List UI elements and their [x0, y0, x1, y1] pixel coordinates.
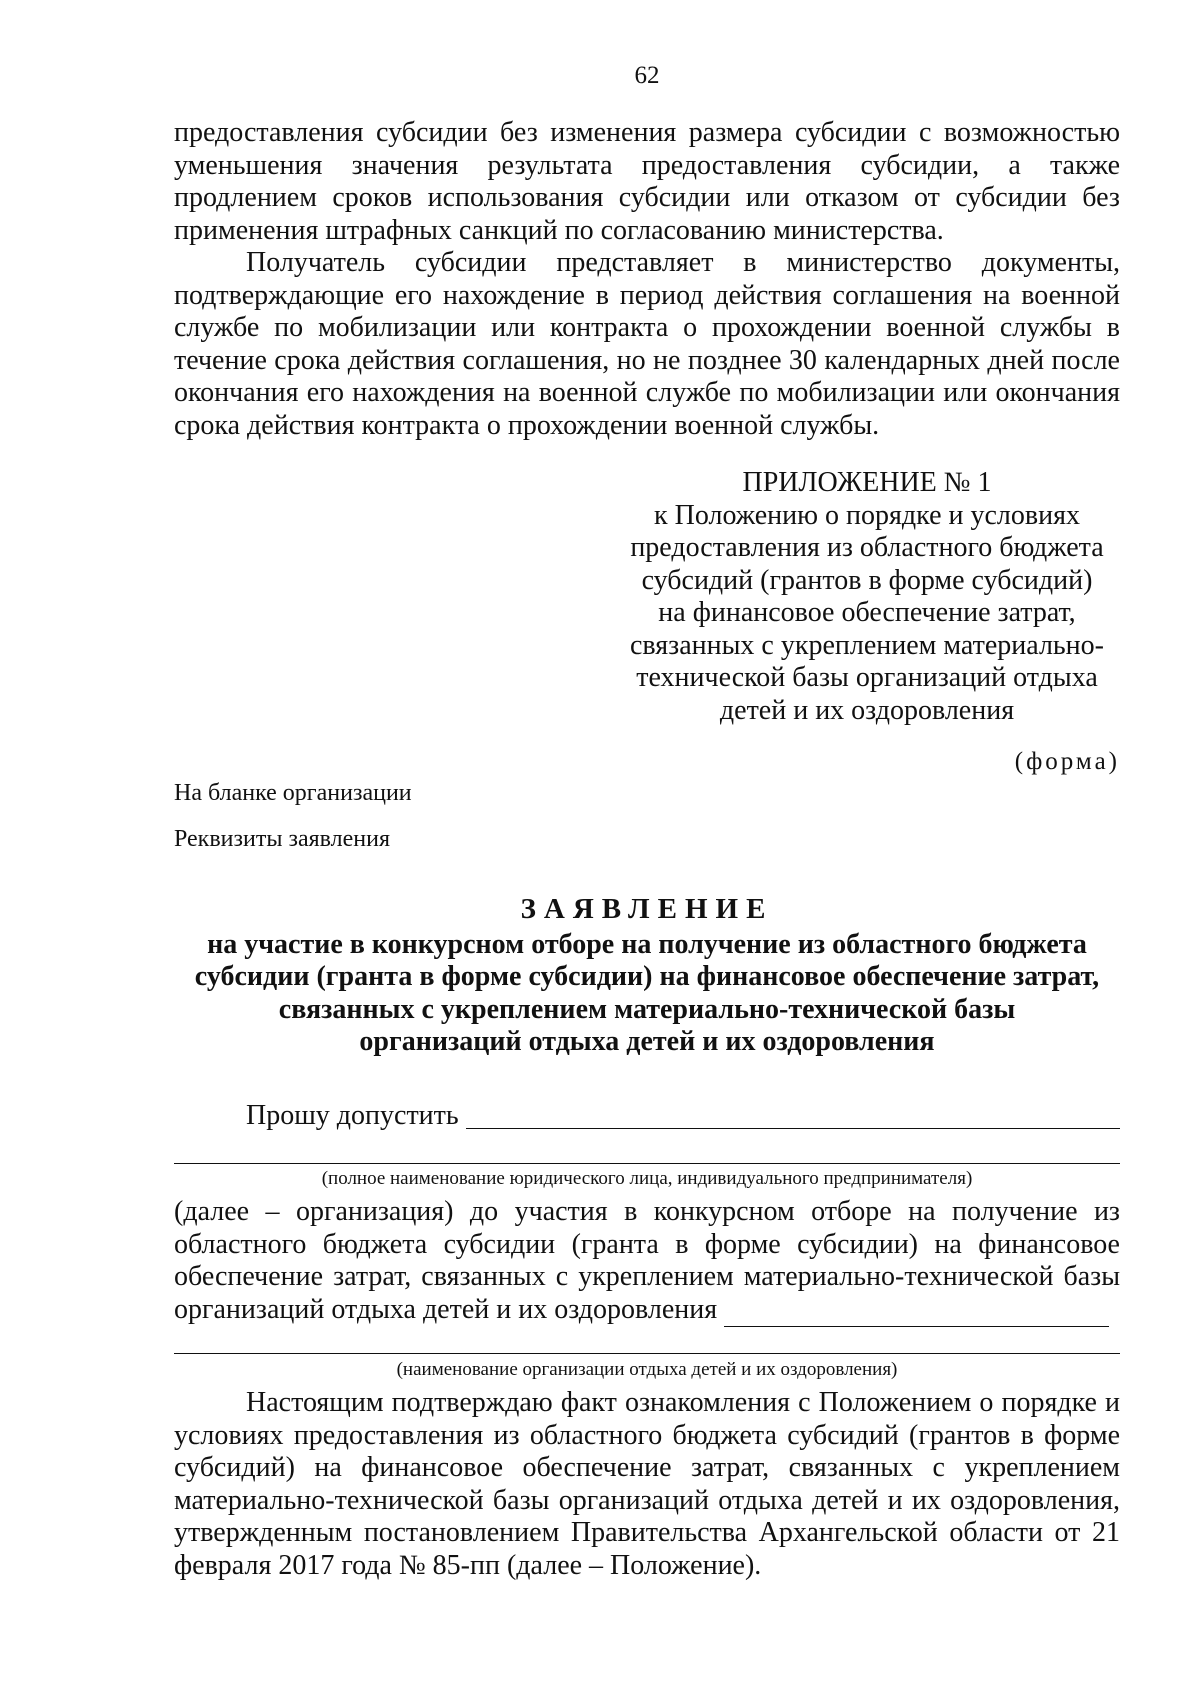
appendix-line: субсидий (грантов в форме субсидий): [641, 564, 1093, 596]
appendix-header: [614, 467, 1120, 727]
appendix-line: связанных с укреплением материально-: [630, 629, 1104, 661]
appendix-line: предоставления из областного бюджета: [630, 532, 1104, 563]
form-body-text: (далее – организация) до участия в конкурсном отборе на получение из областного бюджета субсидии (гранта в форме субсидии) на финансовое обеспечение затрат, связанных с укреплением материально-технической базы организаций отдыха детей и их оздоровления: [174, 1196, 1120, 1325]
letterhead-requisites: Реквизиты заявления: [174, 826, 390, 852]
letterhead-blank: На бланке организации: [174, 780, 412, 806]
statement-title: [174, 893, 1120, 1059]
statement-subtitle-line: организаций отдыха детей и их оздоровления: [359, 1026, 935, 1057]
statement-subtitle-line: связанных с укреплением материально-технической базы: [278, 993, 1016, 1025]
appendix-line: к Положению о порядке и условиях: [654, 499, 1080, 531]
intro-paragraph-2: Получатель субсидии представляет в министерство документы, подтверждающие его нахождение в период действия соглашения на военной службе по мобилизации или контракта о прохождении военной службы в течение срока действия соглашения, но не позднее 30 календарных дней после окончания его нахождения на военной службе по мобилизации или окончания срока действия контракта о прохождении военной службы.: [174, 247, 1120, 441]
form-label: (форма): [1014, 748, 1120, 775]
appendix-line: детей и их оздоровления: [719, 694, 1015, 726]
org-name-field[interactable]: [724, 1294, 1109, 1328]
statement-heading: ЗАЯВЛЕНИЕ: [520, 893, 774, 925]
form-body-paragraph: [174, 1196, 1120, 1327]
confirmation-paragraph: Настоящим подтверждаю факт ознакомления с Положением о порядке и условиях предоставления из областного бюджета субсидий (грантов в форме субсидий) на финансовое обеспечение затрат, связанных с укреплением материально-технической базы организаций отдыха детей и их оздоровления, утвержденным постановлением Правительства Архангельской области от 21 февраля 2017 года № 85-пп (далее – Положение).: [174, 1387, 1120, 1581]
intro-continuation-paragraph: предоставления субсидии без изменения размера субсидии с возможностью уменьшения значения результата предоставления субсидии, а также продлением сроков использования субсидии или отказом от субсидии без применения штрафных санкций по согласованию министерства.: [174, 117, 1120, 246]
org-caption: (наименование организации отдыха детей и их оздоровления): [396, 1359, 898, 1380]
appendix-line: технической базы организаций отдыха: [636, 662, 1098, 693]
appendix-title: ПРИЛОЖЕНИЕ № 1: [742, 467, 992, 498]
entity-caption: (полное наименование юридического лица, индивидуального предпринимателя): [321, 1168, 973, 1189]
entity-name-field-continuation[interactable]: [174, 1163, 1120, 1164]
entity-name-field[interactable]: [466, 1128, 1120, 1129]
request-label: Прошу допустить: [246, 1100, 459, 1131]
statement-subtitle-line: субсидии (гранта в форме субсидии) на финансовое обеспечение затрат,: [194, 961, 1100, 992]
page-number: 62: [634, 62, 660, 89]
org-name-field-continuation[interactable]: [174, 1353, 1120, 1354]
statement-subtitle-line: на участие в конкурсном отборе на получение из областного бюджета: [207, 928, 1087, 960]
appendix-line: на финансовое обеспечение затрат,: [658, 597, 1076, 628]
